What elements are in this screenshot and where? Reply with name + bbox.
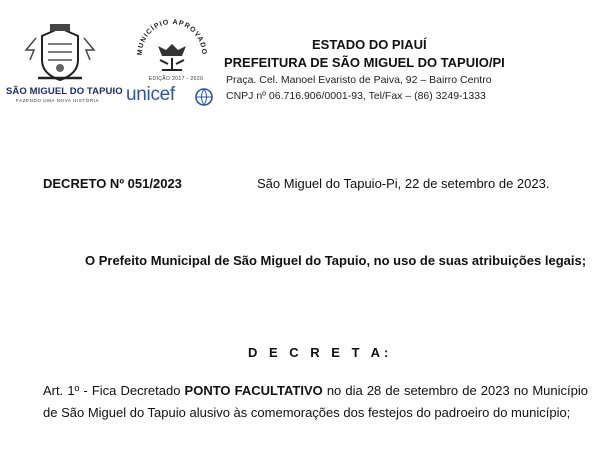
unicef-wordmark: unicef (126, 84, 175, 105)
article-1-rest: no dia 28 de setembro de 2023 no Município de São Miguel do Tapuio alusivo às comemorações dos festejos do padroeiro do município; (43, 383, 588, 420)
decree-place-date: São Miguel do Tapuio-Pi, 22 de setembro de 2023. (257, 176, 550, 191)
decreta-heading: D E C R E T A: (248, 345, 393, 360)
municipality-tagline: FAZENDO UMA NOVA HISTÓRIA (16, 98, 100, 103)
seal-edition: EDIÇÃO 2017 - 2020 (148, 76, 204, 82)
prefecture-address: Praça. Cel. Manoel Evaristo de Paiva, 92 – Bairro Centro (226, 74, 492, 86)
decree-preamble: O Prefeito Municipal de São Miguel do Tapuio, no uso de suas atribuições legais; (85, 253, 587, 268)
decree-number: DECRETO Nº 051/2023 (43, 176, 182, 191)
article-1-lead: Art. 1º - Fica Decretado (43, 383, 185, 398)
unicef-seal (122, 14, 222, 110)
unicef-seal-emblem (132, 14, 212, 78)
state-name: ESTADO DO PIAUÍ (312, 37, 427, 52)
article-1 (43, 380, 588, 424)
unicef-globe-icon (194, 87, 214, 107)
municipal-crest-icon (20, 20, 100, 84)
prefecture-cnpj-contact: CNPJ nº 06.716.906/0001-93, Tel/Fax – (86) 3249-1333 (226, 90, 486, 102)
municipality-name: SÃO MIGUEL DO TAPUIO (6, 86, 123, 97)
municipal-logo (6, 20, 123, 106)
prefecture-name: PREFEITURA DE SÃO MIGUEL DO TAPUIO/PI (224, 55, 505, 70)
article-1-highlight: PONTO FACULTATIVO (184, 383, 323, 398)
seal-arc-text: MUNICÍPIO APROVADO (136, 18, 208, 56)
